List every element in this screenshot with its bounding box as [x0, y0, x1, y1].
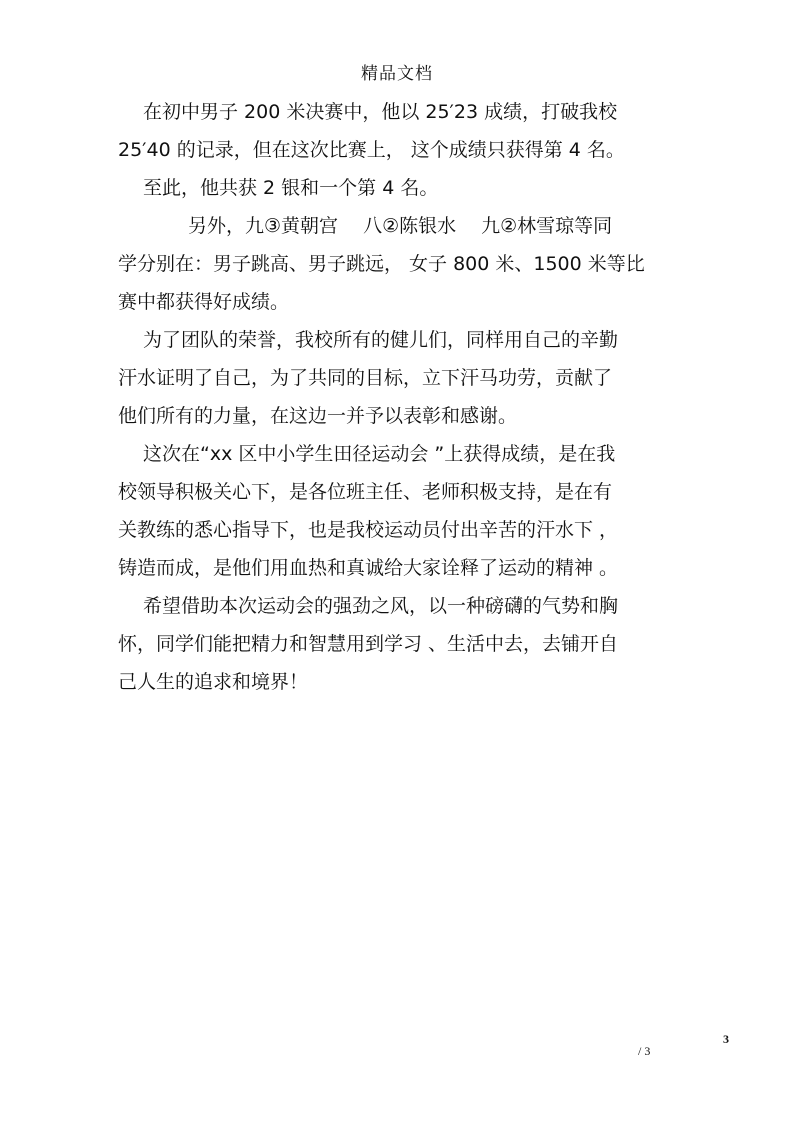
- paragraph-line: 为了团队的荣誉，我校所有的健儿们，同样用自己的辛勤: [143, 329, 619, 351]
- document-body: [118, 100, 688, 708]
- paragraph-line: 25′40 的记录，但在这次比赛上， 这个成绩只获得第 4 名。: [118, 139, 625, 161]
- paragraph-line: 怀，同学们能把精力和智慧用到学习 、生活中去，去铺开自: [118, 633, 619, 655]
- paragraph-line: 这次在“xx 区中小学生田径运动会 ”上获得成绩，是在我: [143, 443, 616, 465]
- paragraph-line: 在初中男子 200 米决赛中，他以 25′23 成绩，打破我校: [143, 101, 618, 123]
- paragraph-line: 赛中都获得好成绩。: [118, 291, 290, 313]
- page-number: 3: [723, 1032, 729, 1046]
- paragraph-line: 另外，九③黄朝宫 八②陈银水 九②林雪琼等同: [188, 215, 613, 237]
- paragraph-line: 希望借助本次运动会的强劲之风，以一种磅礴的气势和胸: [143, 595, 619, 617]
- page-total: / 3: [638, 1044, 651, 1058]
- paragraph-line: 己人生的追求和境界！: [118, 671, 309, 693]
- paragraph-line: 汗水证明了自己，为了共同的目标，立下汗马功劳，贡献了: [118, 367, 613, 389]
- paragraph-line: 铸造而成，是他们用血热和真诚给大家诠释了运动的精神 。: [118, 557, 619, 579]
- page-header-title: 精品文档: [361, 64, 433, 84]
- paragraph-line: 校领导积极关心下，是各位班主任、老师积极支持，是在有: [118, 481, 613, 503]
- paragraph-line: 至此，他共获 2 银和一个第 4 名。: [143, 177, 439, 199]
- paragraph-line: 学分别在：男子跳高、男子跳远， 女子 800 米、1500 米等比: [118, 253, 645, 275]
- paragraph-line: 关教练的悉心指导下，也是我校运动员付出辛苦的汗水下 ，: [118, 519, 619, 541]
- paragraph-line: 他们所有的力量，在这边一并予以表彰和感谢。: [118, 405, 518, 427]
